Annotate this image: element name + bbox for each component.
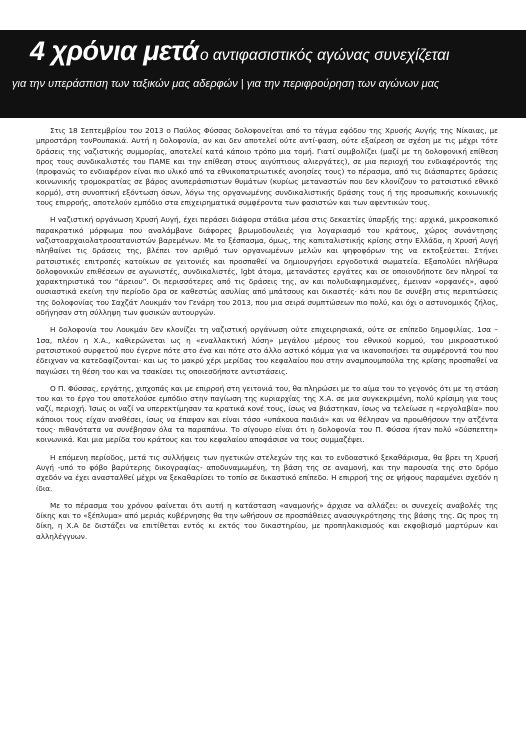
article-body: [36, 126, 498, 549]
banner-tagline: ο αντιφασιστικός αγώνας συνεχίζεται: [200, 47, 450, 64]
paragraph-6: Με το πέρασμα του χρόνου φαίνεται ότι αυτή η κατάσταση «αναμονής» άρχισε να αλλάζει: οι συνεχείς αναβολές της δίκης και το «ξέπλυμα» από μεριάς κυβέρνησης θα την ωθήσουν σε προσπάθειες ανασυγκρότησης της βάσης της. Ως προς τη δίκη, η Χ.Α δε διστάζει να επιτίθεται εντός κι εκτός του δικαστηρίου, με προπηλακισμούς και εκφοβισμό μαρτύρων και αλληλέγγυων.: [36, 500, 498, 541]
paragraph-5: Η επόμενη περίοδος, μετά τις συλλήψεις των ηγετικών στελεχών της και το ενδοαστικό ξεκαθάρισμα, θα βρει τη Χρυσή Αυγή -υπό το φόβο βαρύτερης δικογραφίας- αποδυναμωμένη, τη βάση της σε αναμονή, και την παρουσία της στο δρόμο σχεδόν να έχει ανασταλθεί μέχρι να ξεκαθαρίσει το τοπίο σε δικαστικό επίπεδο. Η επιρροή της σε ψήφους παραμένει σχεδόν η ίδια.: [36, 452, 498, 493]
paragraph-4: Ο Π. Φύσσας, εργάτης, χιπχοπάς και με επιρροή στη γειτονιά του, θα πληρώσει με το αίμα του το γεγονός ότι με τη στάση του και το έργο του αποτελούσε εμπόδιο στην παγίωση της κυριαρχίας της Χ.Α. σε μια συγκεκριμένη, πολύ κρίσιμη για τους ναζί, περιοχή. Ίσως οι ναζί να υπερεκτίμησαν τα κρατικά κονέ τους, ίσως να βιάστηκαν, ίσως να τελείωσε η «εργολαβία» που κάποιοι τους είχαν αναθέσει, ίσως να έπαψαν και είναι τόσο «υπάκουα παιδιά» και να θέλησαν να προωθήσουν την ατζέντα τους· πιθανότατα να συνέβησαν όλα τα παραπάνω. Το σίγουρο είναι ότι η δολοφονία του Π. Φύσσα ήταν πολύ «δύσπεπτη» κοινωνικά. Και μια μερίδα του κράτους και του κεφαλαίου αποφάσισε να τους συμμαζέψει.: [36, 383, 498, 445]
banner-title: 4 χρόνια μετά: [30, 36, 199, 66]
paragraph-1: Στις 18 Σεπτεμβρίου του 2013 ο Παύλος Φύσσας δολοφονείται από το τάγμα εφόδου της Χρυσής Αυγής της Νίκαιας, με μπροστάρη τονΡουπακιά. Αυτή η δολοφονία, αν και δεν αποτελεί ούτε αντί-φαση, ούτε εξαίρεση σε σχέση με τις μέχρι τότε δράσεις της ναζιστικής συμμορίας, αποτελεί κατά κάποιο τρόπο μια τομή. Γιατί συμβολίζει (μαζί με τη δολοφονική επίθεση προς τους συνδικαλιστές του ΠΑΜΕ και την επίθεση στους αιγύπτιους αλιεργάτες), σε μια περιοχή του ενδιαφέροντός της (προφανώς το ενδιαφέρον είναι πιο υλικό από τα εθνικοπατριωτικές ανοησίες τους) το πέρασμα, από τις διάσπαρτες δράσεις κοινωνικής τρομοκρατίας σε βάρος ανυπεράσπιστων θυμάτων (κυρίως μεταναστών που δεν κλονίζουν το ρατσιστικό εθνικό κορμό), στη συνοπτική εξόντωση όσων, λόγω της οργανωμένης συνδικαλιστικής δράσης τους ή της προσωπικής κοινωνικής τους επιρροής, αποτελούν εμπόδιο στα επιχειρηματικά συμφέροντα των φασιστών και των αφεντικών τους.: [36, 126, 498, 208]
banner-subtitle: για την υπεράσπιση των ταξικών μας αδερφών | για την περιφρούρηση των αγώνων μας: [12, 78, 440, 90]
header-banner: [0, 30, 526, 118]
paragraph-3: Η δολοφονία του Λουκμάν δεν κλονίζει τη ναζιστική οργάνωση ούτε επιχειρησιακά, ούτε σε επίπεδο δημοφιλίας. 1σα – 1σα, πλέον η Χ.Α., καθιερώνεται ως η «εναλλακτική λύση» μεγάλου μέρους του εθνικού κορμού, του μικροαστικού ρατσιστικού συρφετού που έγερνε πότε στο ένα και πότε στο άλλο αστικό κόμμα για να ικανοποιήσει τα συμφέροντά του που έδειχναν να κατεδαφίζονται· και ως το μακρύ χέρι μερίδας του κεφαλαίου που στην αναμπουμπούλα της κρίσης προσπαθεί να παγιώσει τη θέση του και να τσακίσει τις οποιεσδήποτε αντιστάσεις.: [36, 325, 498, 376]
paragraph-2: Η ναζιστική οργάνωση Χρυσή Αυγή, έχει περάσει διάφορα στάδια μέσα στις δεκαετίες ύπαρξής της: αρχικά, μικροσκοπικό παρακρατικό μόρφωμα που αναλάμβανε διάφορες βρωμοδουλειές για λογαριασμό του κράτους, χώρος συνάντησης ναζιστοαρχαιολατροσατανιστών βαρεμένων. Με το ξέσπασμα, όμως, της καπιταλιστικής κρίσης στην Ελλάδα, η Χρυσή Αυγή πληθαίνει τις δράσεις της, βλέπει τον αριθμό των οργανωμένων μελών και ψηφοφόρων της να εκτοξεύεται. Στήνει ρατσιστικές επιτροπές κατοίκων σε γειτονιές και προσπαθεί να δημιουργήσει εργοδοτικά σωματεία. Εξαπολύει πλήθωρα δολοφονικών επιθέσεων σε αγωνιστές, συνδικαλιστές, lgbt άτομα, μετανάστες εργάτες και σε οποιονδήποτε δεν πληροί τα χαρακτηριστικά του “άρειου”. Οι περισσότερες από τις δράσεις της, αν και πολυδιαφημισμένες, έμειναν «ορφανές», αφού ουσιαστικά εκείνη την περίοδο δρα σε καθεστώς ασυλίας από μπάτσους και δικαστές· κάτι που δε συνέβη στις περιπτώσεις της δολοφονίας του Σαχζάτ Λουκμάν τον Γενάρη του 2013, που μια σειρά συμπτώσεων πιο πολύ, και όχι ο αστυνομικός ζήλος, οδήγησαν στη σύλληψη των φυσικών αυτουργών.: [36, 215, 498, 318]
